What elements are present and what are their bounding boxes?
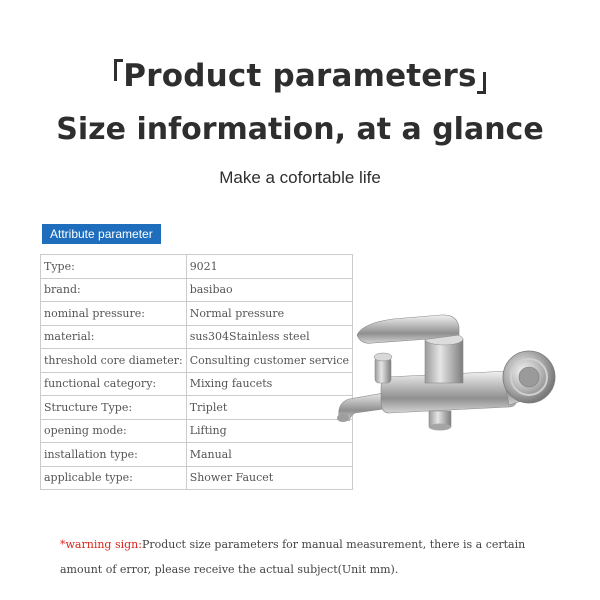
param-key: functional category: <box>41 372 187 396</box>
param-value: sus304Stainless steel <box>186 325 352 349</box>
param-value: Normal pressure <box>186 302 352 326</box>
param-value: Consulting customer service <box>186 349 352 373</box>
page-subtitle: Size information, at a glance <box>56 112 544 147</box>
param-key: material: <box>41 325 187 349</box>
param-value: Shower Faucet <box>186 466 352 490</box>
param-key: Structure Type: <box>41 396 187 420</box>
param-value: Triplet <box>186 396 352 420</box>
param-key: installation type: <box>41 443 187 467</box>
faucet-icon <box>333 305 558 440</box>
param-key: applicable type: <box>41 466 187 490</box>
param-value: Manual <box>186 443 352 467</box>
table-row <box>41 278 353 302</box>
bracket-bottom-right <box>477 72 486 94</box>
param-key: opening mode: <box>41 419 187 443</box>
attribute-parameter-label: Attribute parameter <box>42 224 161 244</box>
param-key: brand: <box>41 278 187 302</box>
table-row <box>41 466 353 490</box>
param-key: Type: <box>41 255 187 279</box>
table-row <box>41 325 353 349</box>
tagline: Make a cofortable life <box>219 168 381 187</box>
bracket-top-left <box>114 59 123 81</box>
param-key: threshold core diameter: <box>41 349 187 373</box>
table-row <box>41 443 353 467</box>
parameter-table <box>40 254 353 490</box>
table-row <box>41 255 353 279</box>
param-key: nominal pressure: <box>41 302 187 326</box>
warning-label: *warning sign: <box>60 538 142 551</box>
param-value: Mixing faucets <box>186 372 352 396</box>
param-value: Lifting <box>186 419 352 443</box>
warning-text: Product size parameters for manual measurement, there is a certain amount of error, please receive the actual subject(Unit mm). <box>60 538 526 576</box>
param-value: basibao <box>186 278 352 302</box>
table-row <box>41 419 353 443</box>
title-wrap <box>0 56 600 96</box>
warning-note <box>60 532 550 582</box>
table-row <box>41 372 353 396</box>
param-value: 9021 <box>186 255 352 279</box>
table-row <box>41 396 353 420</box>
page-title-text: Product parameters <box>123 58 477 94</box>
table-row <box>41 302 353 326</box>
table-row <box>41 349 353 373</box>
page-title <box>114 56 485 96</box>
